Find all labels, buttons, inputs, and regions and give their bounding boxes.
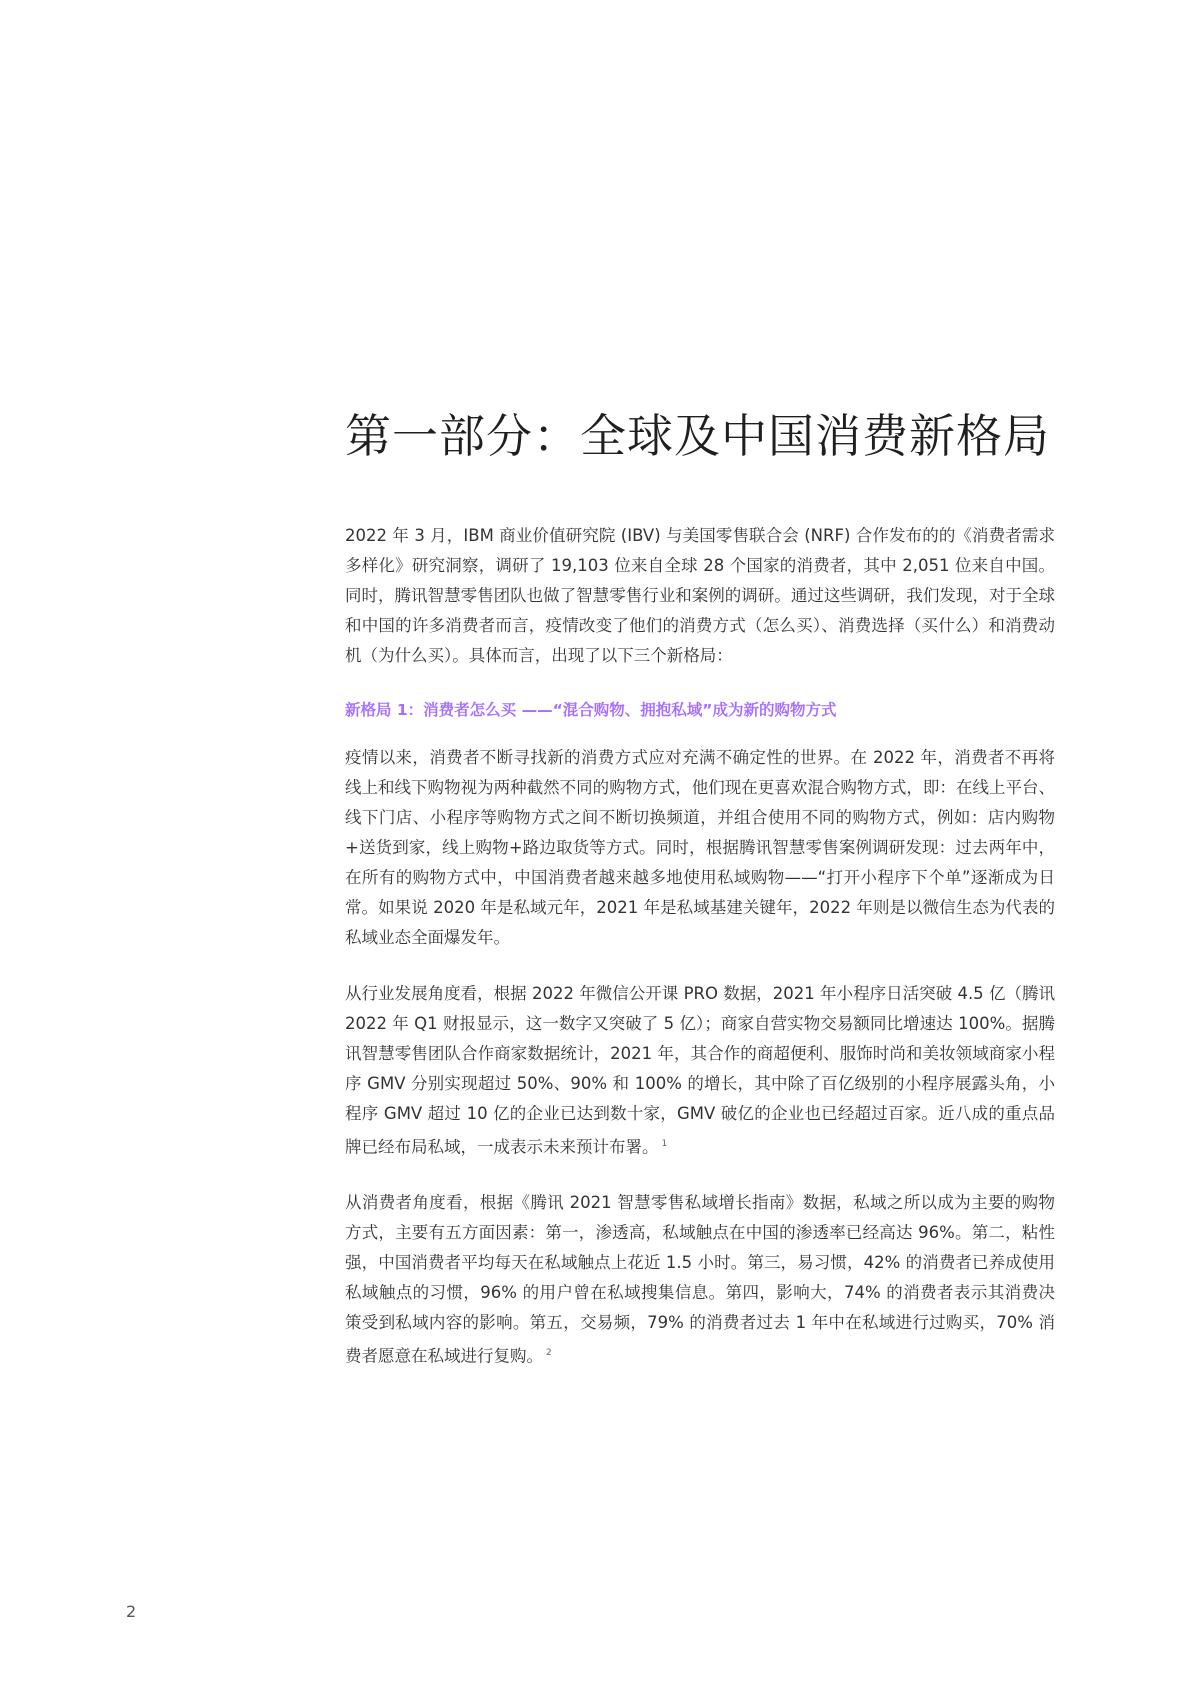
footnote-marker[interactable]: 1 (661, 1138, 668, 1149)
footnote-marker[interactable]: 2 (546, 1348, 552, 1359)
paragraph-industry-perspective (345, 979, 1055, 1163)
page-title: 第一部分：全球及中国消费新格局 (345, 409, 1050, 463)
main-content (345, 410, 1055, 1398)
section-subheading: 新格局 1：消费者怎么买 ——“混合购物、拥抱私域”成为新的购物方式 (345, 700, 837, 719)
paragraph-shopping-trend: 疫情以来，消费者不断寻找新的消费方式应对充满不确定性的世界。在 2022 年，消费者不再将线上和线下购物视为两种截然不同的购物方式，他们现在更喜欢混合购物方式，即：在线上平台、线下门店、小程序等购物方式之间不断切换频道，并组合使用不同的购物方式，例如：店内购物+送货到家，线上购物+路边取货等方式。同时，根据腾讯智慧零售案例调研发现：过去两年中，在所有的购物方式中，中国消费者越来越多地使用私域购物——“打开小程序下个单”逐渐成为日常。如果说 2020 年是私域元年，2021 年是私域基建关键年，2022 年则是以微信生态为代表的私域业态全面爆发年。 (345, 747, 1055, 947)
paragraph-text: 从行业发展角度看，根据 2022 年微信公开课 PRO 数据，2021 年小程序日活突破 4.5 亿（腾讯 2022 年 Q1 财报显示，这一数字又突破了 5 亿）；商家自营实物交易额同比增速达 100%。据腾讯智慧零售团队合作商家数据统计，2021 年，其合作的商超便利、服饰时尚和美妆领域商家小程序 GMV 分别实现超过 50%、90% 和 100% 的增长，其中除了百亿级别的小程序展露头角，小程序 GMV 超过 10 亿的企业已达到数十家，GMV 破亿的企业也已经超过百家。近八成的重点品牌已经布局私域，一成表示未来预计布署。 (345, 983, 1055, 1157)
paragraph-text: 从消费者角度看，根据《腾讯 2021 智慧零售私域增长指南》数据，私域之所以成为主要的购物方式，主要有五方面因素：第一，渗透高，私域触点在中国的渗透率已经高达 96%。第二，粘性强，中国消费者平均每天在私域触点上花近 1.5 小时。第三，易习惯，42% 的消费者已养成使用私域触点的习惯，96% 的用户曾在私域搜集信息。第四，影响大，74% 的消费者表示其消费决策受到私域内容的影响。第五，交易频，79% 的消费者过去 1 年中在私域进行过购买，70% 消费者愿意在私域进行复购。 (345, 1193, 1055, 1366)
paragraph-consumer-perspective (345, 1188, 1055, 1372)
intro-paragraph: 2022 年 3 月，IBM 商业价值研究院 (IBV) 与美国零售联合会 (NRF) 合作发布的的《消费者需求多样化》研究洞察，调研了 19,103 位来自全球 28 个国家的消费者，其中 2,051 位来自中国。同时，腾讯智慧零售团队也做了智慧零售行业和案例的调研。通过这些调研，我们发现，对于全球和中国的许多消费者而言，疫情改变了他们的消费方式（怎么买）、消费选择（买什么）和消费动机（为什么买）。具体而言，出现了以下三个新格局： (345, 525, 1055, 665)
page-number: 2 (126, 1602, 137, 1621)
